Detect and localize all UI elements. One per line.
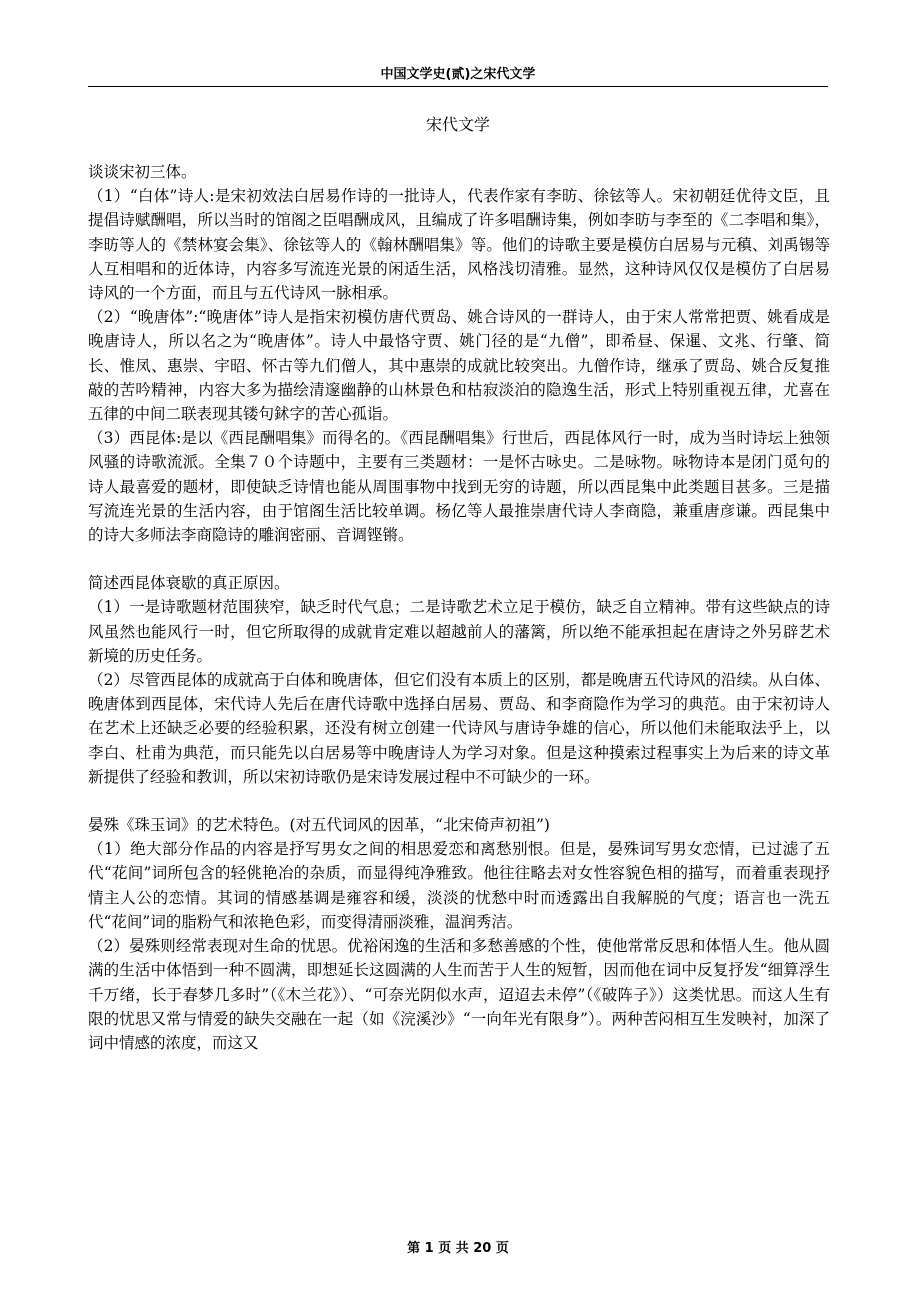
running-header: 中国文学史(贰)之宋代文学 (380, 67, 536, 82)
section-spacer (88, 789, 830, 813)
section-xikun-decline (88, 571, 830, 789)
paragraph: （1）一是诗歌题材范围狭窄，缺乏时代气息；二是诗歌艺术立足于模仿，缺乏自立精神。带有这些缺点的诗风虽然也能风行一时，但它所取得的成就肯定难以超越前人的藩篱，所以绝不能承担起在唐诗之外另辟艺术新境的历史任务。 (88, 598, 830, 665)
header-divider (88, 86, 828, 87)
paragraph: （2）晏殊则经常表现对生命的忧思。优裕闲逸的生活和多愁善感的个性，使他常常反思和体悟人生。他从圆满的生活中体悟到一种不圆满，即想延长这圆满的人生而苦于人生的短暂，因而他在词中反复抒发“细算浮生千万绪，长于春梦几多时”（《木兰花》）、“可奈光阴似水声，迢迢去未停”（《破阵子》）这类忧思。而这人生有限的忧思又常与情爱的缺失交融在一起（如《浣溪沙》“一向年光有限身”）。两种苦闷相互生发映衬，加深了词中情感的浓度，而这又 (88, 937, 830, 1052)
section-question: 谈谈宋初三体。 (88, 163, 197, 181)
paragraph: （1）“白体”诗人:是宋初效法白居易作诗的一批诗人，代表作家有李昉、徐铉等人。宋初朝廷优待文臣，且提倡诗赋酬唱，所以当时的馆阁之臣唱酬成风，且编成了许多唱酬诗集，例如李昉与李至的《二李唱和集》，李昉等人的《禁林宴会集》、徐铉等人的《翰林酬唱集》等。他们的诗歌主要是模仿白居易与元稹、刘禹锡等人互相唱和的近体诗，内容多写流连光景的闲适生活，风格浅切清雅。显然，这种诗风仅仅是模仿了白居易诗风的一个方面，而且与五代诗风一脉相承。 (88, 187, 830, 303)
paragraph: （1）绝大部分作品的内容是抒写男女之间的相思爱恋和离愁别恨。但是，晏殊词写男女恋情，已过滤了五代“花间”词所包含的轻佻艳冶的杂质，而显得纯净雅致。他往往略去对女性容貌色相的描写，而着重表现抒情主人公的恋情。其词的情感基调是雍容和缓，淡淡的忧愁中时而透露出自我解脱的气度；语言也一洗五代“花间”词的脂粉气和浓艳色彩，而变得清丽淡雅，温润秀洁。 (88, 840, 830, 931)
paragraph: （2）尽管西昆体的成就高于白体和晚唐体，但它们没有本质上的区别，都是晚唐五代诗风的沿续。从白体、晚唐体到西昆体，宋代诗人先后在唐代诗歌中选择白居易、贾岛、和李商隐作为学习的典范。由于宋初诗人在艺术上还缺乏必要的经验积累，还没有树立创建一代诗风与唐诗争雄的信心，所以他们未能取法乎上，以李白、杜甫为典范，而只能先以白居易等中晚唐诗人为学习对象。但是这种摸索过程事实上为后来的诗文革新提供了经验和教训，所以宋初诗歌仍是宋诗发展过程中不可缺少的一环。 (88, 671, 830, 786)
section-song-chu-san-ti (88, 160, 830, 547)
document-body (88, 160, 830, 1055)
page-footer: 第 1 页 共 20 页 (407, 1241, 509, 1256)
section-question: 简述西昆体衰歇的真正原因。 (88, 574, 290, 593)
section-spacer (88, 547, 830, 571)
section-yan-shu (88, 813, 830, 1055)
paragraph: （3）西昆体:是以《西昆酬唱集》而得名的。《西昆酬唱集》行世后，西昆体风行一时，成为当时诗坛上独领风骚的诗歌流派。全集７０个诗题中，主要有三类题材：一是怀古咏史。二是咏物。咏物诗本是闭门觅句的诗人最喜爱的题材，即使缺乏诗情也能从周围事物中找到无穷的诗题，所以西昆集中此类题目甚多。三是描写流连光景的生活内容，由于馆阁生活比较单调。杨亿等人最推崇唐代诗人李商隐，兼重唐彦谦。西昆集中的诗大多师法李商隐诗的雕润密丽、音调铿锵。 (88, 429, 830, 545)
paragraph: （2）“晚唐体”:“晚唐体”诗人是指宋初模仿唐代贾岛、姚合诗风的一群诗人，由于宋人常常把贾、姚看成是晚唐诗人，所以名之为“晚唐体”。诗人中最恪守贾、姚门径的是“九僧”，即希昼、保暹、文兆、行肇、简长、惟凤、惠崇、宇昭、怀古等九们僧人，其中惠崇的成就比较突出。九僧作诗，继承了贾岛、姚合反复推敲的苦吟精神，内容大多为描绘清邃幽静的山林景色和枯寂淡泊的隐逸生活，形式上特别重视五律，尤喜在五律的中间二联表现其镂句鉥字的苦心孤诣。 (88, 308, 830, 424)
document-title: 宋代文学 (425, 115, 490, 134)
section-question: 晏殊《珠玉词》的艺术特色。(对五代词风的因革，“北宋倚声初祖”) (88, 816, 550, 835)
